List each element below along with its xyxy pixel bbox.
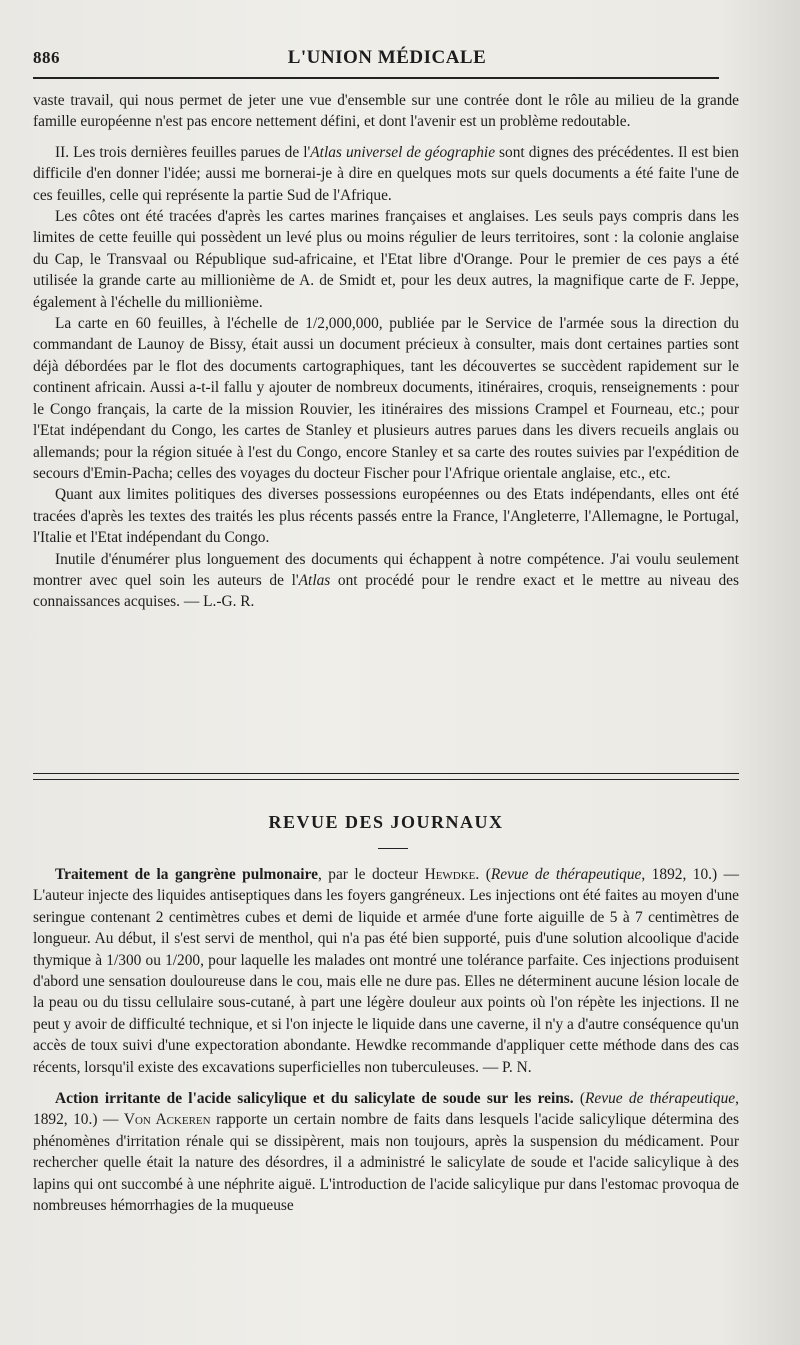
paragraph-4: La carte en 60 feuilles, à l'échelle de 1/2,000,000, publiée par le Service de l'armée sous la direction du commandant de Launoy de Bissy, était aussi un document précieux à consulter, mais dont certaines parties sont déjà débordées par le flot des documents cartographiques, tant les découvertes se succèdent rapidement sur le continent africain. Aussi a-t-il fallu y ajouter de nombreux documents, itinéraires, croquis, renseignements : pour le Congo français, la carte de la mission Rouvier, les itinéraires des missions Crampel et Fourneau, etc.; pour l'Etat indépendant du Congo, les cartes de Stanley et plusieurs autres parues dans les divers recueils anglais ou allemands; pour la région située à l'est du Congo, encore Stanley et sa carte des routes suivies par l'expédition de secours d'Emin-Pacha; celles des voyages du docteur Fischer pour l'Afrique orientale anglaise, etc., etc.	[33, 315, 739, 482]
paragraph-1: vaste travail, qui nous permet de jeter une vue d'ensemble sur une contrée dont le rôle au milieu de la grande famille européenne n'est pas encore nettement défini, et dont l'avenir est un problème redoutable.	[33, 92, 739, 131]
article-body	[33, 90, 739, 613]
review-1-source: Revue de thérapeutique	[490, 866, 642, 883]
review-2-title: Action irritante de l'acide salicylique et du salicylate de soude sur les reins.	[55, 1090, 574, 1108]
header-rule	[33, 77, 719, 79]
review-1-byline: , par le docteur	[317, 866, 425, 883]
review-1-text: L'auteur injecte des liquides antiseptiques dans les foyers gangréneux. Les injections ont été faites au moyen d'une seringue contenant 2 centimètres cubes et demi de liquide et armée d'une forte aiguille de 5 à 7 centimètres de longueur. Au début, il s'est servi de menthol, qui n'a pas été bien supporté, puis d'une solution alcoolique d'acide thymique à 1/300 ou 1/200, pour laquelle les malades ont montré une tolérance parfaite. Ces injections produisent d'abord une sensation douloureuse dans le cou, mais elle ne dure pas. Elles ne déterminent aucune lésion locale de la peau ou du tissu cellulaire sous-cutané, à part une légère douleur aux points où l'on répète les injections. Il ne peut y avoir de difficulté technique, et si l'on injecte le liquide dans une caverne, il n'y a d'autre conséquence qu'un accès de toux suivi d'une expectoration abondante. Hewdke recommande d'appliquer cette méthode dans des cas récents, lorsqu'il existe des excavations superficielles non tuberculeuses. — P. N.	[33, 887, 739, 1076]
paragraph-3: Les côtes ont été tracées d'après les cartes marines françaises et anglaises. Les seuls pays compris dans les limites de cette feuille qui possèdent un levé plus ou moins régulier de leurs territoires, sont : la colonie anglaise du Cap, le Transvaal ou République sud-africaine, et l'Etat libre d'Orange. Pour le premier de ces pays a été utilisée la grande carte au millionième de A. de Smidt et, pour les deux autres, la magnifique carte de F. Jeppe, également à l'échelle du millionième.	[33, 208, 739, 311]
journal-reviews	[33, 864, 739, 1217]
atlas-italic: Atlas	[298, 571, 331, 589]
paragraph-6-lead: Inutile d'énumérer plus longuement des documents qui échappent à notre compétence. J'ai voulu seulement montrer avec quel soin les auteurs de l'	[33, 550, 739, 589]
page-number: 886	[33, 48, 60, 67]
atlas-title-italic: Atlas universel de géographie	[310, 143, 496, 161]
review-2-source: Revue de thérapeutique	[585, 1090, 736, 1108]
paragraph-2-rest: sont dignes des précédentes. Il est bien difficile d'en donner l'idée; aussi me bornerai-je à dire en quelques mots sur quels documents a été faite l'une de ces feuilles, celle qui représente la partie Sud de l'Afrique.	[33, 143, 740, 204]
paragraph-2-lead: II. Les trois dernières feuilles parues de l'	[55, 143, 311, 161]
review-2-ref-rest: , 1892, 10.) —	[33, 1090, 739, 1129]
review-2	[33, 1088, 739, 1216]
review-1	[33, 864, 739, 1078]
review-1-author: Hewdke	[424, 866, 476, 883]
section-title: REVUE DES JOURNAUX	[268, 812, 504, 832]
review-1-title: Traitement de la gangrène pulmonaire	[55, 866, 318, 883]
journal-title: L'UNION MÉDICALE	[287, 47, 487, 68]
paragraph-6	[33, 549, 739, 613]
running-header	[33, 44, 741, 74]
review-2-ref-open: (	[573, 1090, 586, 1108]
section-title-underline	[378, 848, 408, 849]
section-divider	[33, 773, 739, 780]
paragraph-2	[33, 142, 739, 206]
paragraph-6-rest: ont procédé pour le rendre exact et le mettre au niveau des connaissances acquises. — L.-G. R.	[33, 571, 739, 611]
review-1-ref-open: . (	[475, 866, 491, 883]
review-1-ref-rest: , 1892, 10.) —	[641, 866, 739, 883]
review-2-author: Von Ackeren	[123, 1111, 211, 1129]
paragraph-5: Quant aux limites politiques des diverses possessions européennes ou des Etats indépendants, elles ont été tracées d'après les textes des traités les plus récents passés entre la France, l'Angleterre, l'Allemagne, le Portugal, l'Italie et l'Etat indépendant du Congo.	[33, 486, 739, 547]
review-2-text: rapporte un certain nombre de faits dans lesquels l'acide salicylique détermina des phénomènes d'irritation rénale qui se dissipèrent, mais non toujours, après la suspension du médicament. Pour rechercher quelle était la nature des désordres, il a administré le salicylate de soude et l'acide salicylique à des lapins qui ont succombé à une néphrite aiguë. L'introduction de l'acide salicylique pur dans l'estomac provoqua de nombreuses hémorrhagies de la muqueuse	[33, 1111, 739, 1215]
